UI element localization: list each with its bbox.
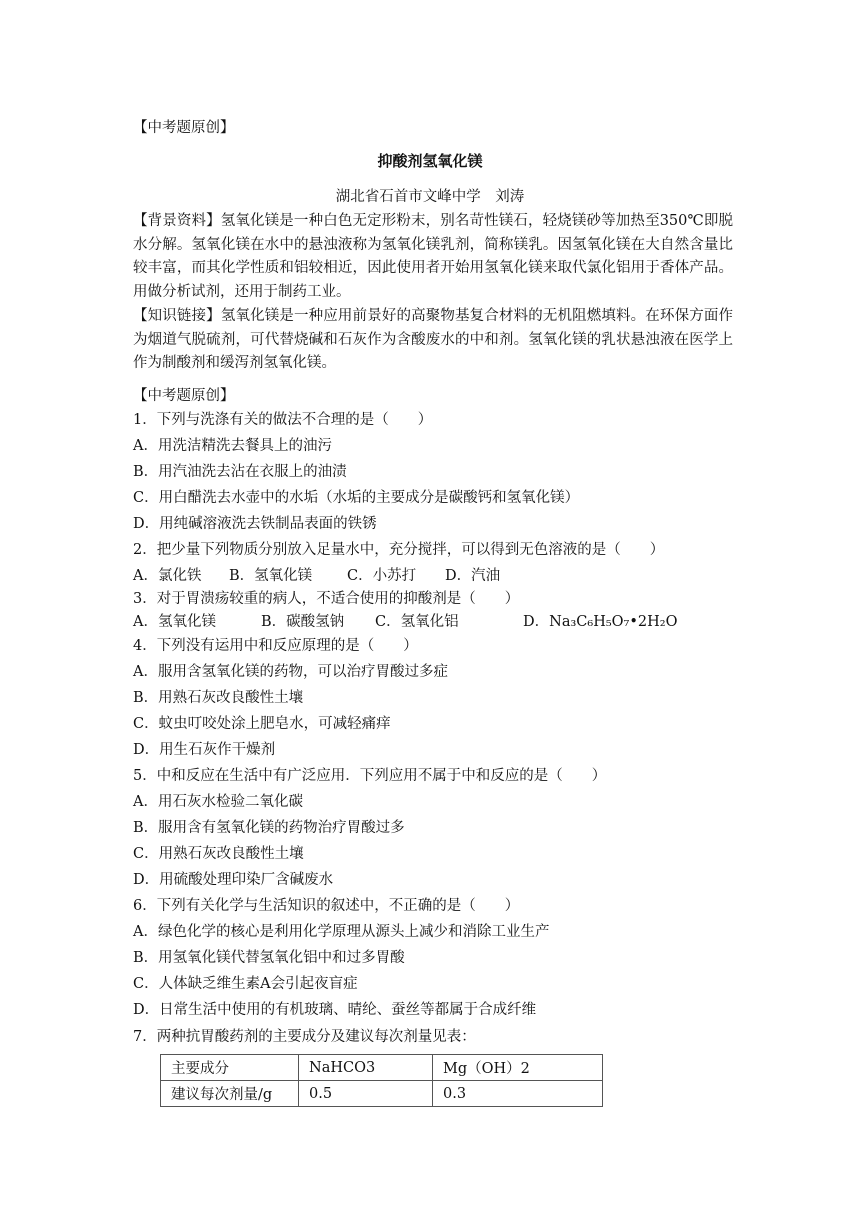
q6-option-b: B．用氢氧化镁代替氢氧化铝中和过多胃酸 [133,950,405,966]
q4-option-b: B．用熟石灰改良酸性土壤 [133,690,304,706]
q6-stem: 6．下列有关化学与生活知识的叙述中，不正确的是（ ） [133,898,520,914]
q3-option-d-formula: Na₃C₆H₅O₇•2H₂O [549,614,678,630]
table-cell: Mg（OH）2 [433,1055,603,1081]
author-line: 湖北省石首市文峰中学 刘涛 [335,189,525,205]
q2-options [133,566,500,586]
table-cell: 建议每次剂量/g [161,1081,299,1107]
q2-option-a: A．氯化铁 [133,568,202,584]
table-cell: 0.5 [299,1081,433,1107]
q6-option-d: D．日常生活中使用的有机玻璃、晴纶、蚕丝等都属于合成纤维 [133,1002,537,1018]
document-title: 抑酸剂氢氧化镁 [377,152,483,170]
q5-option-a: A．用石灰水检验二氧化碳 [133,794,303,810]
q5-option-b: B．服用含有氢氧化镁的药物治疗胃酸过多 [133,820,405,836]
table-row [161,1055,603,1081]
q1-option-d: D．用纯碱溶液洗去铁制品表面的铁锈 [133,516,377,532]
q4-stem: 4．下列没有运用中和反应原理的是（ ） [133,638,418,654]
q1-option-c: C．用白醋洗去水壶中的水垢（水垢的主要成分是碳酸钙和氢氧化镁） [133,490,580,506]
knowledge-paragraph: 【知识链接】氢氧化镁是一种应用前景好的高聚物基复合材料的无机阻燃填料。在环保方面作为烟道气脱硫剂，可代替烧碱和石灰作为含酸废水的中和剂。氢氧化镁的乳状悬浊液在医学上作为制酸剂和缓泻剂氢氧化镁。 [133,308,733,371]
section-tag: 【中考题原创】 [133,388,235,404]
q6-option-a: A．绿色化学的核心是利用化学原理从源头上减少和消除工业生产 [133,924,550,940]
q5-stem: 5．中和反应在生活中有广泛应用．下列应用不属于中和反应的是（ ） [133,768,607,784]
table-cell: 0.3 [433,1081,603,1107]
table-cell: NaHCO3 [299,1055,433,1081]
q4-option-a: A．服用含氢氧化镁的药物，可以治疗胃酸过多症 [133,664,448,680]
q1-option-b: B．用汽油洗去沾在衣服上的油渍 [133,464,347,480]
q3-option-b: B．碳酸氢钠 [261,614,345,630]
q2-option-b: B．氢氧化镁 [229,568,313,584]
background-paragraph: 【背景资料】氢氧化镁是一种白色无定形粉末，别名苛性镁石，轻烧镁砂等加热至350℃即脱水分解。氢氧化镁在水中的悬浊液称为氢氧化镁乳剂，简称镁乳。因氢氧化镁在大自然含量比较丰富，而其化学性质和铝较相近，因此使用者开始用氢氧化镁来取代氯化铝用于香体产品。用做分析试剂，还用于制药工业。 [133,213,733,300]
q2-stem: 2．把少量下列物质分别放入足量水中，充分搅拌，可以得到无色溶液的是（ ） [133,542,665,558]
dose-table [160,1054,603,1107]
q6-option-c: C．人体缺乏维生素A会引起夜盲症 [133,976,358,992]
q4-option-c: C．蚊虫叮咬处涂上肥皂水，可减轻痛痒 [133,716,391,732]
table-row [161,1081,603,1107]
q7-stem: 7．两种抗胃酸药剂的主要成分及建议每次剂量见表： [133,1029,476,1045]
q3-option-d: D．Na₃C₆H₅O₇•2H₂O [523,614,678,630]
header-tag: 【中考题原创】 [133,120,235,136]
q3-option-a: A．氢氧化镁 [133,614,216,630]
table-cell: 主要成分 [161,1055,299,1081]
q1-option-a: A．用洗洁精洗去餐具上的油污 [133,438,332,454]
q1-stem: 1．下列与洗涤有关的做法不合理的是（ ） [133,412,433,428]
q5-option-c: C．用熟石灰改良酸性土壤 [133,846,304,862]
q3-options [133,612,677,632]
q2-option-d: D．汽油 [445,568,501,584]
q4-option-d: D．用生石灰作干燥剂 [133,742,276,758]
q5-option-d: D．用硫酸处理印染厂含碱废水 [133,872,334,888]
q3-option-c: C．氢氧化铝 [375,614,459,630]
q3-stem: 3．对于胃溃疡较重的病人，不适合使用的抑酸剂是（ ） [133,591,520,607]
q2-option-c: C．小苏打 [347,568,417,584]
